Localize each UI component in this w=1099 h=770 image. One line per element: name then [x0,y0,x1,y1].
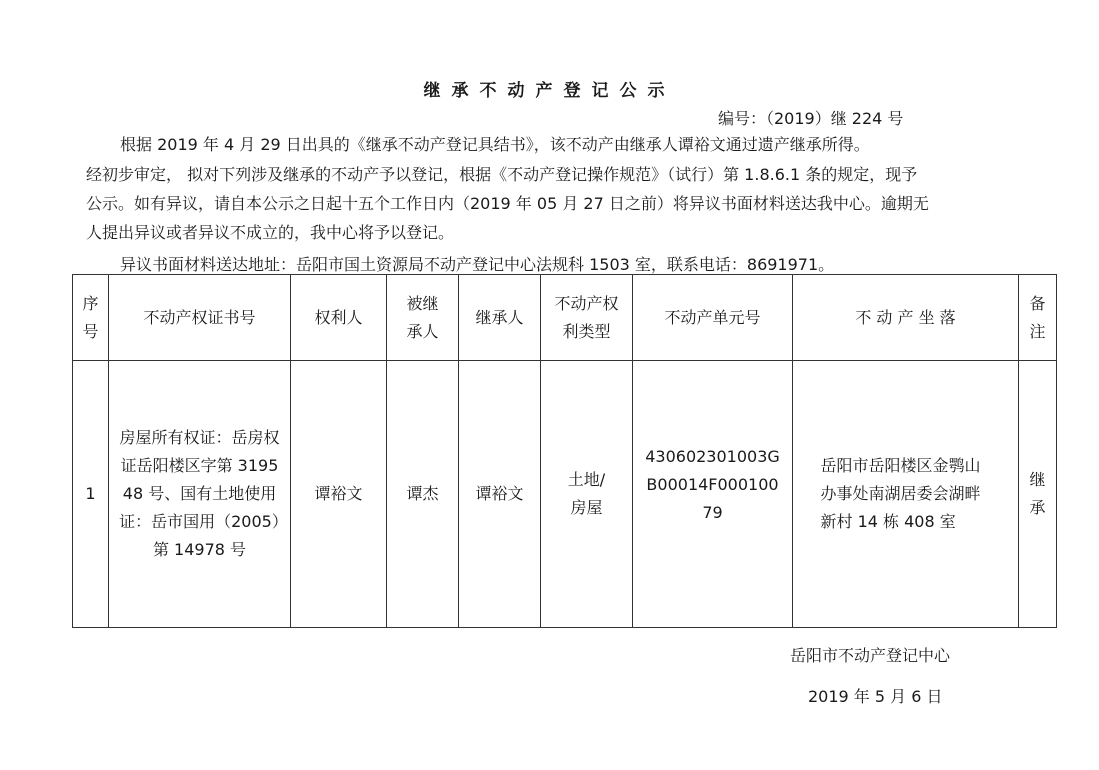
issuing-organization: 岳阳市不动产登记中心 [790,646,951,665]
paragraph-basis: 根据 2019 年 4 月 29 日出具的《继承不动产登记具结书》，该不动产由继承人谭裕文通过遗产继承所得。 [120,135,870,154]
cell-remark: 继承 [1019,361,1057,628]
cell-right-type: 土地/房屋 [541,361,633,628]
header-unit-no: 不动产单元号 [633,275,793,361]
paragraph-address: 异议书面材料送达地址：岳阳市国土资源局不动产登记中心法规科 1503 室，联系电话：8691971。 [120,255,835,274]
cell-heir: 谭裕文 [459,361,541,628]
header-decedent: 被继承人 [387,275,459,361]
document-title: 继承不动产登记公示 [423,81,676,101]
header-cert-no: 不动产权证书号 [109,275,291,361]
cell-seq: 1 [73,361,109,628]
header-location: 不 动 产 坐 落 [793,275,1019,361]
paragraph-registration: 人提出异议或者异议不成立的，我中心将予以登记。 [86,223,455,242]
header-owner: 权利人 [291,275,387,361]
table-row [73,361,1057,628]
cell-cert-no: 房屋所有权证：岳房权证岳阳楼区字第 319548 号、国有土地使用证：岳市国用（2005）第 14978 号 [109,361,291,628]
paragraph-objection: 公示。如有异议，请自本公示之日起十五个工作日内（2019 年 05 月 27 日之前）将异议书面材料送达我中心。逾期无 [86,194,929,213]
cell-unit-no: 430602301003GB00014F00010079 [633,361,793,628]
cell-location: 岳阳市岳阳楼区金鹗山办事处南湖居委会湖畔新村 14 栋 408 室 [793,361,1019,628]
paragraph-review: 经初步审定， 拟对下列涉及继承的不动产予以登记，根据《不动产登记操作规范》（试行）第 1.8.6.1 条的规定，现予 [86,165,918,184]
header-remark: 备注 [1019,275,1057,361]
issue-date: 2019 年 5 月 6 日 [808,687,943,706]
cell-owner: 谭裕文 [291,361,387,628]
document-number: 编号：（2019）继 224 号 [718,109,904,128]
registration-table [72,274,1057,628]
header-seq: 序号 [73,275,109,361]
cell-decedent: 谭杰 [387,361,459,628]
header-heir: 继承人 [459,275,541,361]
table-header-row [73,275,1057,361]
header-right-type: 不动产权利类型 [541,275,633,361]
